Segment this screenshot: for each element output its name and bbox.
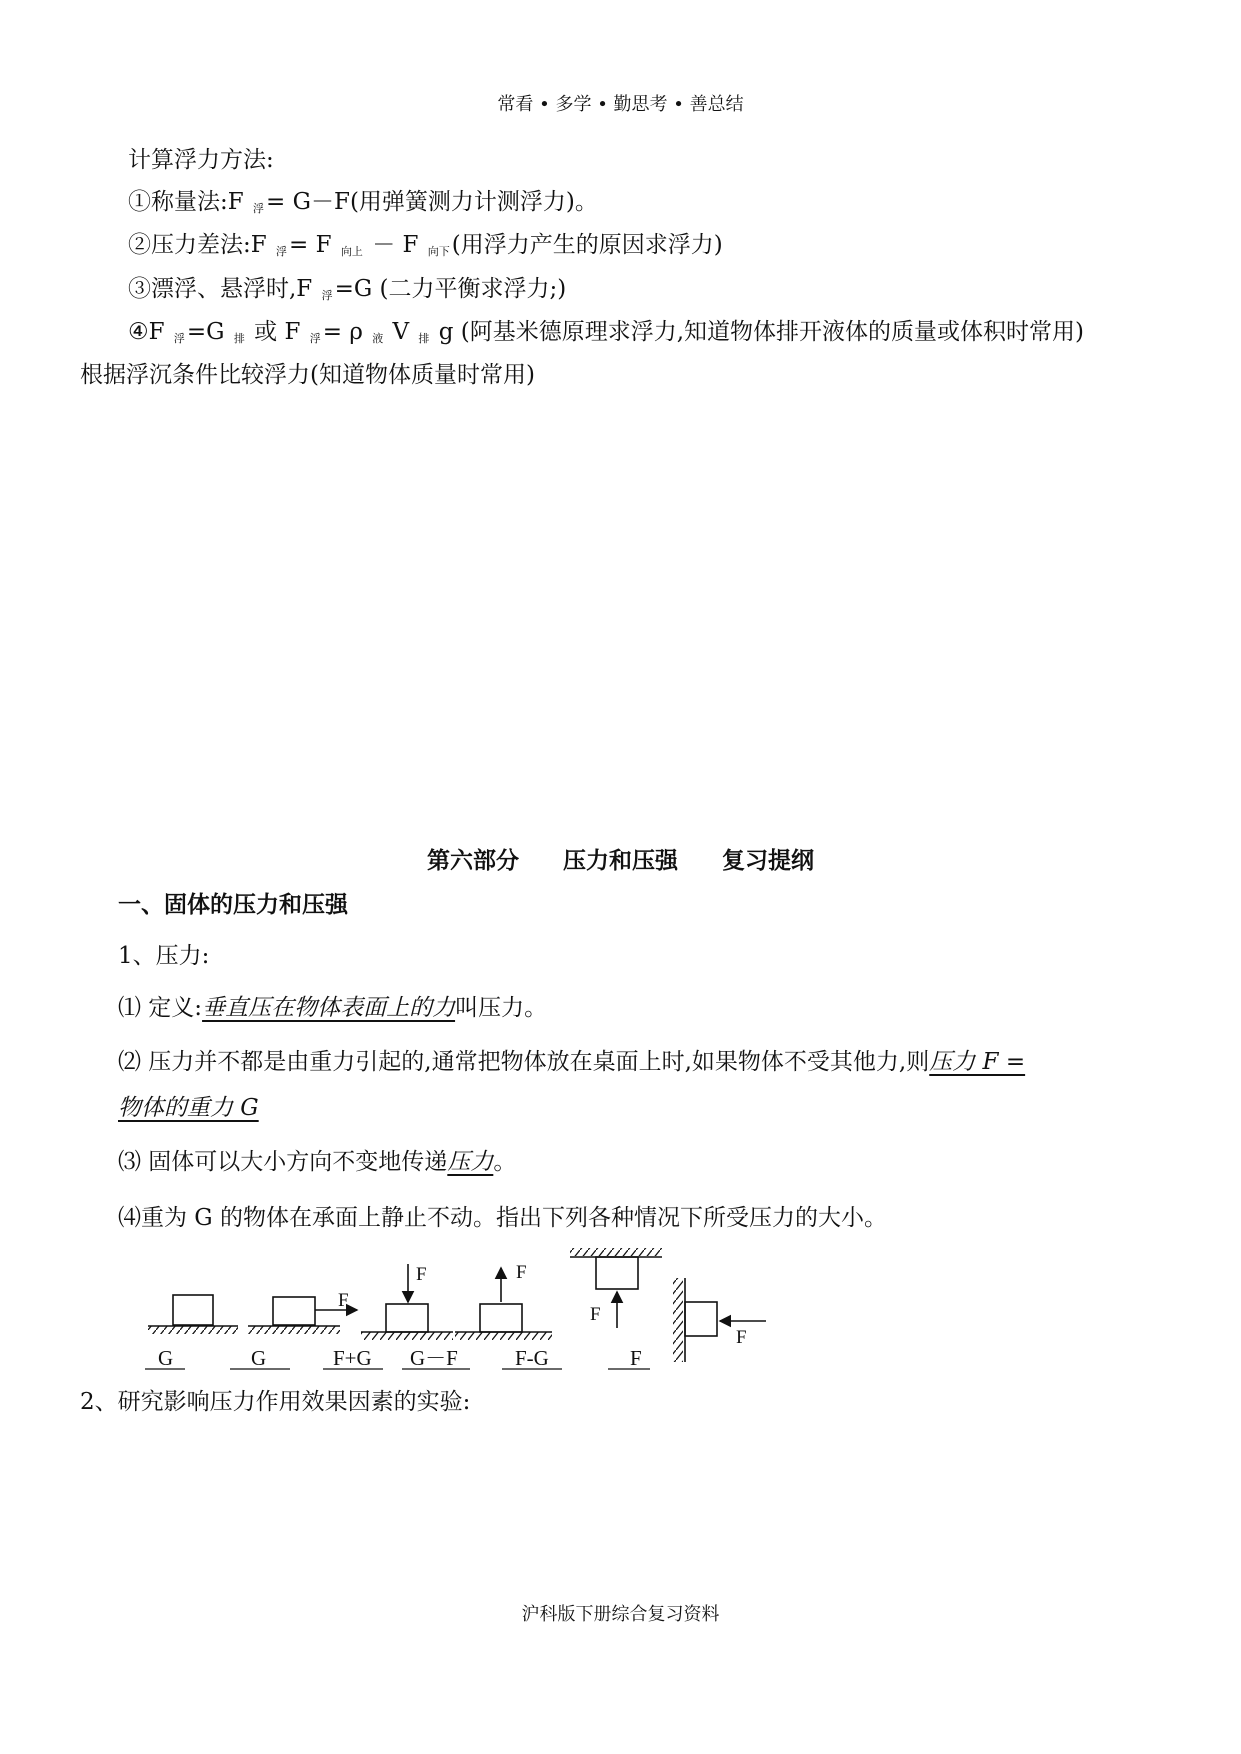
para-definition: ⑴ 定义:垂直压在物体表面上的力叫压力。 bbox=[118, 995, 548, 1021]
force-diagram bbox=[140, 1240, 790, 1375]
force-label-6: F bbox=[736, 1327, 747, 1348]
para-gravity: ⑵ 压力并不都是由重力引起的,通常把物体放在桌面上时,如果物体不受其他力,则压力 F = bbox=[118, 1049, 1026, 1075]
case-5-ceiling bbox=[570, 1248, 662, 1328]
page-header: 常看 • 多学 • 勤思考 • 善总结 bbox=[497, 94, 744, 115]
force-label-2: F bbox=[338, 1290, 349, 1311]
para-pressure: 1、压力: bbox=[118, 943, 210, 969]
answer-3: F+G bbox=[333, 1346, 372, 1370]
para-gravity-cont: 物体的重力 G bbox=[118, 1095, 259, 1121]
para-cases: ⑷重为 G 的物体在承面上静止不动。指出下列各种情况下所受压力的大小。 bbox=[118, 1205, 887, 1231]
page-footer: 沪科版下册综合复习资料 bbox=[521, 1604, 720, 1625]
section-title: 第六部分 压力和压强 复习提纲 bbox=[427, 848, 814, 874]
answer-4: G－F bbox=[410, 1346, 458, 1370]
method-2: ②压力差法:F $_浮$= F $_{向上}$ － F $_{向下}$(用浮力产生的原因求浮力) bbox=[128, 232, 723, 258]
answer-1: G bbox=[158, 1346, 174, 1370]
answer-6: F bbox=[630, 1346, 642, 1370]
force-label-4: F bbox=[516, 1262, 527, 1283]
case-1-resting bbox=[148, 1295, 238, 1334]
methods-heading: 计算浮力方法: bbox=[128, 147, 274, 173]
case-3-push-down bbox=[361, 1264, 453, 1340]
case-6-wall bbox=[673, 1278, 766, 1362]
force-label-5: F bbox=[590, 1304, 601, 1325]
case-4-pull-up bbox=[455, 1268, 552, 1340]
method-5: 根据浮沉条件比较浮力(知道物体质量时常用) bbox=[80, 362, 535, 388]
method-3: ③漂浮、悬浮时,F $_浮$=G (二力平衡求浮力;) bbox=[128, 276, 567, 302]
answer-2: G bbox=[251, 1346, 267, 1370]
force-label-3: F bbox=[416, 1264, 427, 1285]
method-4: ④F $_浮$=G $_排$ 或 F $_浮$= ρ $_液$ V $_排$ g (阿基米德原理求浮力,知道物体排开液体的质量或体积时常用) bbox=[128, 319, 1085, 345]
answer-5: F-G bbox=[515, 1346, 549, 1370]
para-transmit: ⑶ 固体可以大小方向不变地传递压力。 bbox=[118, 1149, 517, 1175]
method-1: ①称量法:F $_浮$= G－F(用弹簧测力计测浮力)。 bbox=[128, 189, 598, 215]
heading-solid-pressure: 一、固体的压力和压强 bbox=[118, 892, 348, 918]
para-experiment: 2、研究影响压力作用效果因素的实验: bbox=[80, 1389, 471, 1415]
